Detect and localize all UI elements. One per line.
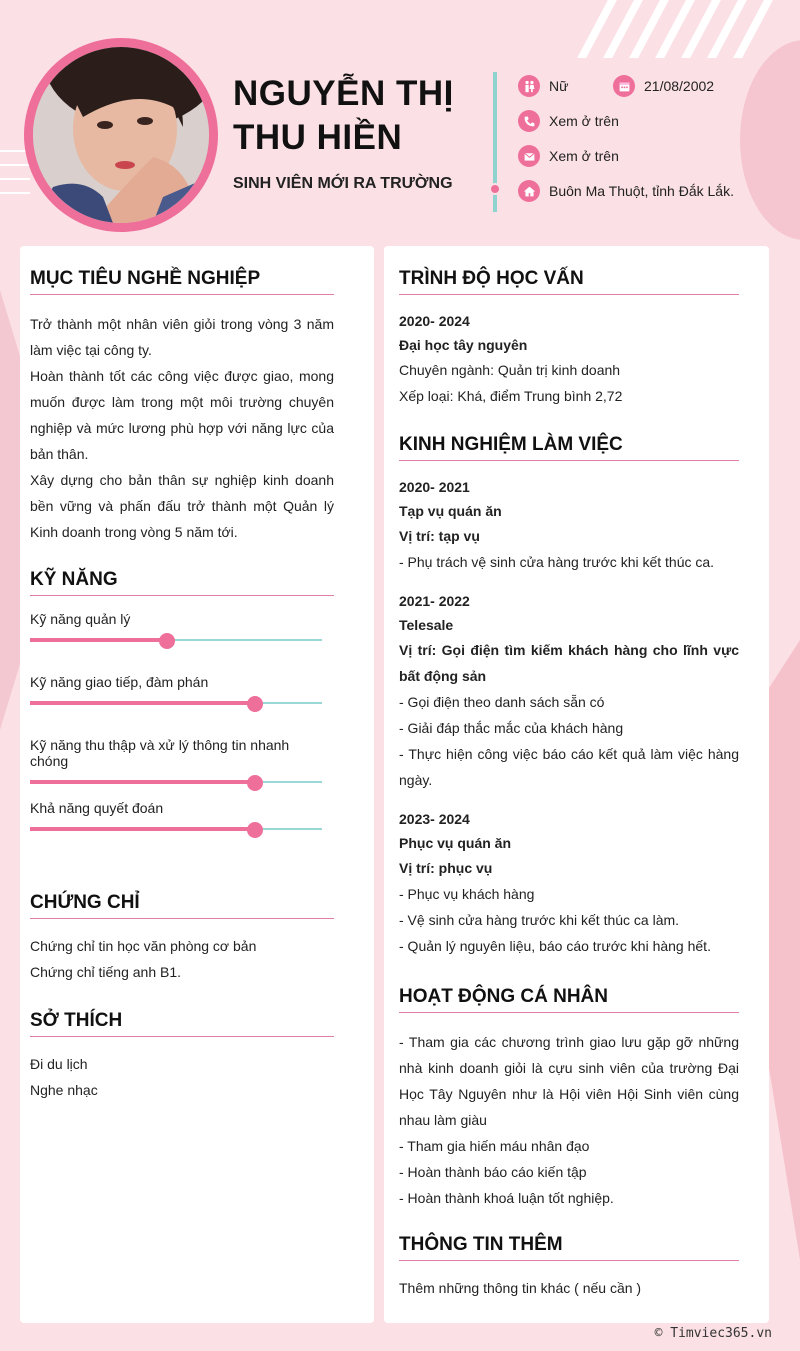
job-detail: - Giải đáp thắc mắc của khách hàng xyxy=(399,720,624,736)
home-icon xyxy=(518,180,540,202)
activities-title: HOẠT ĐỘNG CÁ NHÂN xyxy=(399,986,739,1013)
address-info xyxy=(518,180,734,202)
experience-title: KINH NGHIỆM LÀM VIỆC xyxy=(399,434,739,461)
education-major: Chuyên ngành: Quản trị kinh doanh xyxy=(399,362,621,378)
email-value: Xem ở trên xyxy=(549,148,619,164)
job-position: Vị trí: phục vụ xyxy=(399,860,493,876)
objective-line: Xây dựng cho bản thân sự nghiệp kinh doanh bền vững và phấn đấu trở thành một Quản lý Kinh doanh trong vòng 5 năm tới. xyxy=(30,472,334,540)
gender-value: Nữ xyxy=(549,78,569,94)
divider-dot xyxy=(489,183,501,195)
job-detail: - Phụ trách vệ sinh cửa hàng trước khi kết thúc ca. xyxy=(399,554,715,570)
certificate-item: Chứng chỉ tiếng anh B1. xyxy=(30,964,182,980)
mail-icon xyxy=(518,145,540,167)
skill-bar xyxy=(30,633,322,647)
extra-title: THÔNG TIN THÊM xyxy=(399,1234,739,1261)
job-period: 2021- 2022 xyxy=(399,593,470,609)
name-line-2: THU HIỀN xyxy=(233,118,403,157)
job-period: 2020- 2021 xyxy=(399,479,470,495)
header-stripes-decoration xyxy=(572,0,782,58)
skill-item xyxy=(30,737,322,789)
job-company: Tạp vụ quán ăn xyxy=(399,503,502,519)
left-shape-decoration xyxy=(0,290,20,730)
gender-icon xyxy=(518,75,540,97)
job-detail: - Quản lý nguyên liệu, báo cáo trước khi hàng hết. xyxy=(399,938,711,954)
calendar-icon xyxy=(613,75,635,97)
certificate-item: Chứng chỉ tin học văn phòng cơ bản xyxy=(30,938,257,954)
skill-label: Kỹ năng thu thập và xử lý thông tin nhanh chóng xyxy=(30,737,290,769)
skill-bar xyxy=(30,696,322,710)
hobbies-section xyxy=(30,1010,334,1103)
footer-credit: © Timviec365.vn xyxy=(654,1326,772,1341)
activity-line: - Tham gia các chương trình giao lưu gặp gỡ những nhà kinh doanh giỏi là cựu sinh viên của trường Đại Học Tây Nguyên như là Hội viên Hội Sinh viên cùng nhau làm giàu xyxy=(399,1034,739,1128)
objective-line: Trở thành một nhân viên giỏi trong vòng 3 năm làm việc tại công ty. xyxy=(30,316,334,358)
extra-text: Thêm những thông tin khác ( nếu cần ) xyxy=(399,1280,642,1296)
job-entry xyxy=(399,475,739,575)
job-company: Phục vụ quán ăn xyxy=(399,835,512,851)
skill-label: Khả năng quyết đoán xyxy=(30,800,164,816)
certificates-section xyxy=(30,892,334,985)
objective-line: Hoàn thành tốt các công việc được giao, mong muốn được làm trong một môi trường chuyên nghiệp và mức lương phù hợp với năng lực của bản thân. xyxy=(30,368,334,462)
portrait-photo xyxy=(33,47,209,223)
job-entry xyxy=(399,589,739,793)
job-title: SINH VIÊN MỚI RA TRƯỜNG xyxy=(233,175,453,192)
skill-knob xyxy=(159,633,175,649)
left-lines-decoration xyxy=(0,150,30,206)
phone-value: Xem ở trên xyxy=(549,113,619,129)
objective-title: MỤC TIÊU NGHỀ NGHIỆP xyxy=(30,268,334,295)
job-detail: - Vệ sinh cửa hàng trước khi kết thúc ca làm. xyxy=(399,912,680,928)
certificates-title: CHỨNG CHỈ xyxy=(30,892,334,919)
skill-label: Kỹ năng giao tiếp, đàm phán xyxy=(30,674,209,690)
skills-title: KỸ NĂNG xyxy=(30,569,334,596)
education-period: 2020- 2024 xyxy=(399,313,470,329)
dob-value: 21/08/2002 xyxy=(644,78,715,94)
avatar xyxy=(24,38,218,232)
skills-section xyxy=(30,569,334,596)
job-detail: - Phục vụ khách hàng xyxy=(399,886,535,902)
skill-knob xyxy=(247,775,263,791)
education-grade: Xếp loại: Khá, điểm Trung bình 2,72 xyxy=(399,388,623,404)
job-position: Vị trí: tạp vụ xyxy=(399,528,480,544)
job-period: 2023- 2024 xyxy=(399,811,470,827)
dob-info xyxy=(613,75,714,97)
job-entry xyxy=(399,807,739,959)
circle-decoration xyxy=(740,40,800,240)
activities-section xyxy=(399,986,739,1211)
hobbies-title: SỞ THÍCH xyxy=(30,1010,334,1037)
candidate-name xyxy=(233,72,454,160)
skill-knob xyxy=(247,822,263,838)
skill-item xyxy=(30,674,322,710)
skill-item xyxy=(30,611,322,647)
job-detail: - Gọi điện theo danh sách sẵn có xyxy=(399,694,605,710)
skill-bar xyxy=(30,822,322,836)
name-line-1: NGUYỄN THỊ xyxy=(233,74,454,113)
phone-info xyxy=(518,110,619,132)
skill-label: Kỹ năng quản lý xyxy=(30,611,131,627)
job-detail: - Thực hiện công việc báo cáo kết quả làm việc hàng ngày. xyxy=(399,746,739,788)
skill-item xyxy=(30,800,322,836)
skill-bar xyxy=(30,775,322,789)
left-column xyxy=(20,246,374,1323)
experience-section xyxy=(399,434,739,959)
address-value: Buôn Ma Thuột, tỉnh Đắk Lắk. xyxy=(549,183,734,199)
right-column xyxy=(384,246,769,1323)
objective-section xyxy=(30,268,334,545)
activity-line: - Hoàn thành báo cáo kiến tập xyxy=(399,1164,587,1180)
job-company: Telesale xyxy=(399,617,454,633)
hobby-item: Nghe nhạc xyxy=(30,1082,98,1098)
job-position: Vị trí: Gọi điện tìm kiếm khách hàng cho lĩnh vực bất động sản xyxy=(399,642,739,684)
extra-section xyxy=(399,1234,739,1301)
hobby-item: Đi du lịch xyxy=(30,1056,88,1072)
email-info xyxy=(518,145,619,167)
education-school: Đại học tây nguyên xyxy=(399,337,528,353)
phone-icon xyxy=(518,110,540,132)
activity-line: - Tham gia hiến máu nhân đạo xyxy=(399,1138,590,1154)
skill-knob xyxy=(247,696,263,712)
education-title: TRÌNH ĐỘ HỌC VẤN xyxy=(399,268,739,295)
activity-line: - Hoàn thành khoá luận tốt nghiệp. xyxy=(399,1190,614,1206)
education-section xyxy=(399,268,739,409)
gender-info xyxy=(518,75,568,97)
